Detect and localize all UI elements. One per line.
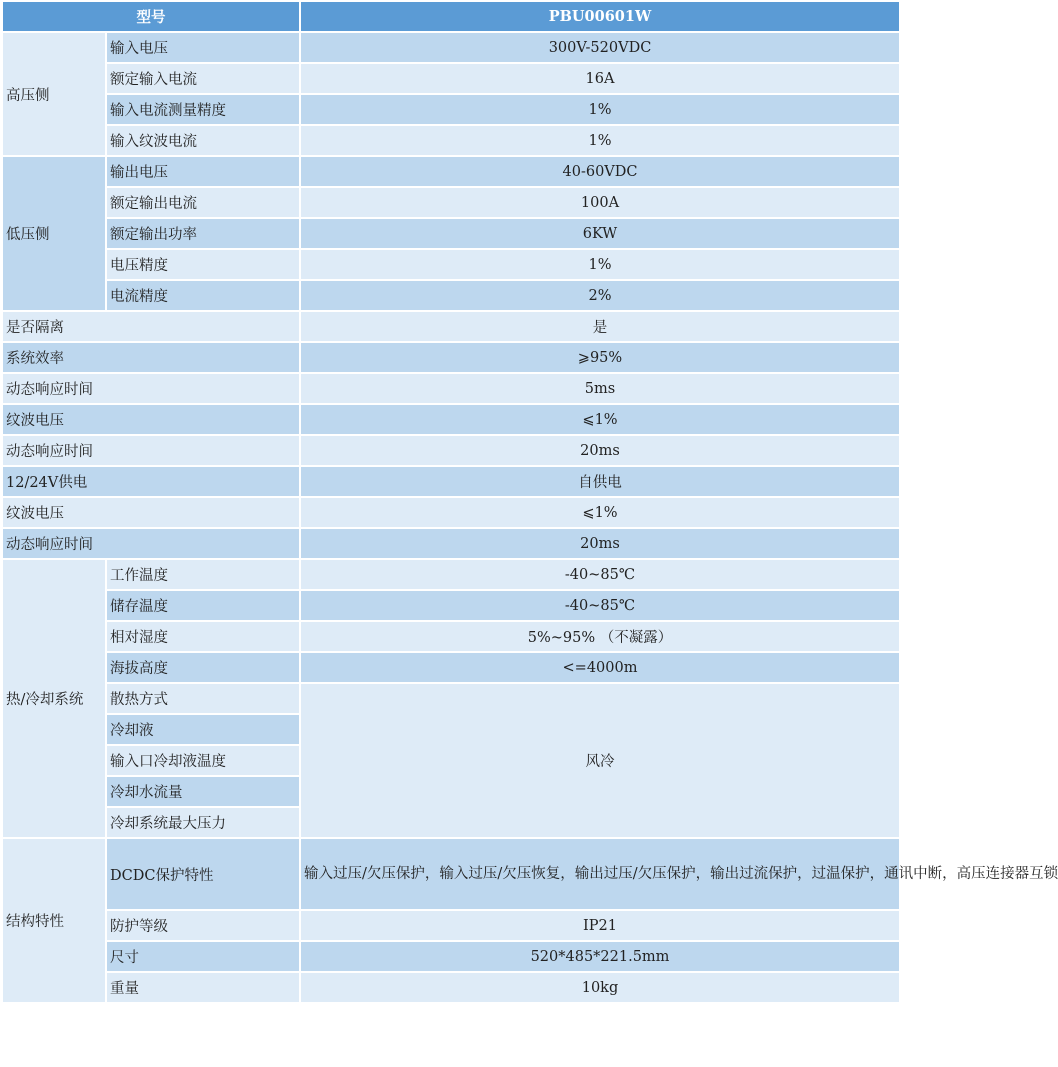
spec-table (1, 0, 1058, 1004)
param-label: 电压精度 (106, 249, 300, 280)
param-label: DCDC保护特性 (106, 838, 300, 910)
param-value: -40~85℃ (300, 559, 900, 590)
param-value: 520*485*221.5mm (300, 941, 900, 972)
table-row (2, 497, 900, 528)
param-label: 重量 (106, 972, 300, 1003)
param-value: ⩽1% (300, 404, 900, 435)
param-value: IP21 (300, 910, 900, 941)
param-label: 动态响应时间 (2, 528, 300, 559)
param-label: 冷却系统最大压力 (106, 807, 300, 838)
param-value: 16A (300, 63, 900, 94)
group-label-structure: 结构特性 (2, 838, 106, 1003)
table-row (2, 466, 900, 497)
param-value: ⩽1% (300, 497, 900, 528)
param-value: 1% (300, 249, 900, 280)
param-value: 100A (300, 187, 900, 218)
param-value: 5%~95% （不凝露） (300, 621, 900, 652)
table-row (2, 342, 900, 373)
table-header-row (2, 1, 900, 32)
param-value: 自供电 (300, 466, 900, 497)
group-label-high-voltage: 高压侧 (2, 32, 106, 156)
table-row (2, 941, 900, 972)
param-value: 是 (300, 311, 900, 342)
param-label: 工作温度 (106, 559, 300, 590)
param-value: -40~85℃ (300, 590, 900, 621)
param-label: 动态响应时间 (2, 435, 300, 466)
param-label: 相对湿度 (106, 621, 300, 652)
table-row (2, 435, 900, 466)
param-label: 是否隔离 (2, 311, 300, 342)
table-row (2, 404, 900, 435)
param-label: 输出电压 (106, 156, 300, 187)
group-label-thermal: 热/冷却系统 (2, 559, 106, 838)
param-label: 额定输入电流 (106, 63, 300, 94)
param-label: 系统效率 (2, 342, 300, 373)
param-value: 10kg (300, 972, 900, 1003)
table-row (2, 94, 900, 125)
group-label-low-voltage: 低压侧 (2, 156, 106, 311)
table-row (2, 652, 900, 683)
table-row (2, 373, 900, 404)
table-row (2, 32, 900, 63)
param-label: 输入电流测量精度 (106, 94, 300, 125)
table-row (2, 590, 900, 621)
table-row (2, 249, 900, 280)
table-row (2, 187, 900, 218)
model-label: 型号 (2, 1, 300, 32)
table-row (2, 156, 900, 187)
param-label: 输入电压 (106, 32, 300, 63)
param-label: 输入纹波电流 (106, 125, 300, 156)
param-value: 输入过压/欠压保护，输入过压/欠压恢复，输出过压/欠压保护，输出过流保护，过温保护，通讯中断，高压连接器互锁 (300, 838, 900, 910)
param-label: 防护等级 (106, 910, 300, 941)
param-value: 40-60VDC (300, 156, 900, 187)
param-value: 20ms (300, 435, 900, 466)
model-value: PBU00601W (300, 1, 900, 32)
table-row (2, 683, 900, 714)
param-label: 纹波电压 (2, 404, 300, 435)
param-label: 储存温度 (106, 590, 300, 621)
param-label: 额定输出功率 (106, 218, 300, 249)
param-value: 2% (300, 280, 900, 311)
table-row (2, 63, 900, 94)
param-value-cooling: 风冷 (300, 683, 900, 838)
param-value: 300V-520VDC (300, 32, 900, 63)
table-row (2, 559, 900, 590)
param-label: 冷却液 (106, 714, 300, 745)
param-label: 电流精度 (106, 280, 300, 311)
table-row (2, 972, 900, 1003)
param-value: 6KW (300, 218, 900, 249)
param-label: 额定输出电流 (106, 187, 300, 218)
table-row (2, 218, 900, 249)
param-value: ⩾95% (300, 342, 900, 373)
param-label: 动态响应时间 (2, 373, 300, 404)
table-row (2, 280, 900, 311)
param-label: 12/24V供电 (2, 466, 300, 497)
param-label: 输入口冷却液温度 (106, 745, 300, 776)
param-label: 纹波电压 (2, 497, 300, 528)
param-label: 冷却水流量 (106, 776, 300, 807)
param-value: 1% (300, 125, 900, 156)
param-value: 20ms (300, 528, 900, 559)
table-row (2, 621, 900, 652)
param-label: 散热方式 (106, 683, 300, 714)
table-row (2, 125, 900, 156)
table-row (2, 528, 900, 559)
param-value: <=4000m (300, 652, 900, 683)
table-row (2, 311, 900, 342)
param-value: 1% (300, 94, 900, 125)
param-label: 尺寸 (106, 941, 300, 972)
table-row (2, 910, 900, 941)
param-value: 5ms (300, 373, 900, 404)
table-row (2, 838, 900, 910)
param-label: 海拔高度 (106, 652, 300, 683)
